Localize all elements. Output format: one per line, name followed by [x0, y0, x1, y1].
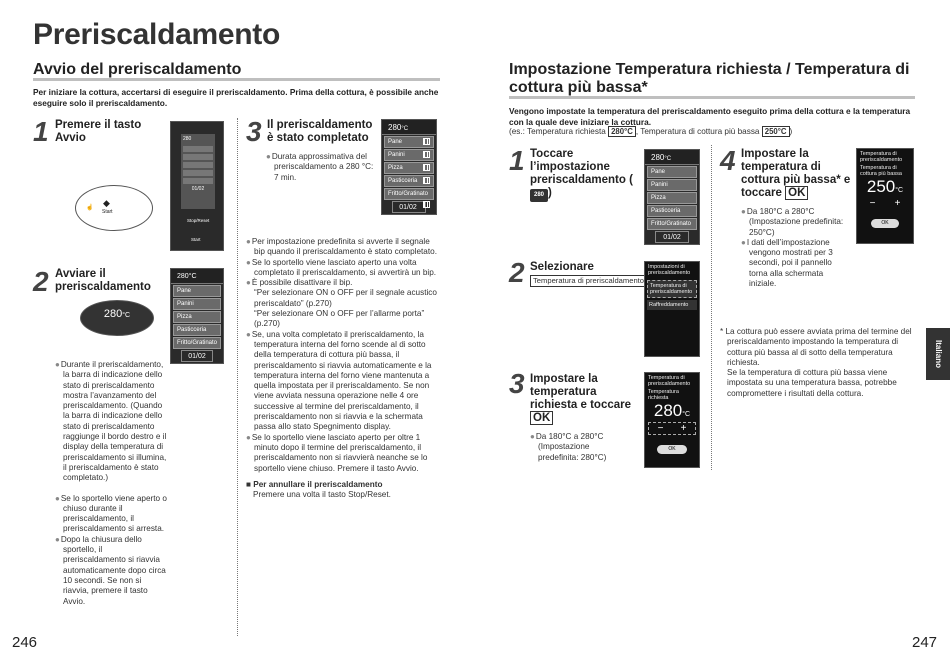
screen-temp [645, 150, 699, 165]
menu-row: Pizza [173, 311, 221, 323]
minus-icon: − [869, 198, 876, 209]
step2-title: Avviare il preriscaldamento [55, 268, 151, 293]
oven-screen-r4 [856, 148, 914, 244]
note: ● Se lo sportello viene aperto o chiuso durante il preriscaldamento, il preriscaldamento si arresta. [55, 494, 167, 535]
footnote: * La cottura può essere avviata prima del termine del preriscaldamento impostando la temperatura di cottura più bassa al di sotto della temperatura richiesta. Se la temperatura di cottura più bassa viene impostata su una temperatura bassa, potrebbe compromettere i risultati della cottura. [720, 327, 912, 398]
zoom-temp: 280 [103, 308, 123, 320]
step1-number: 1 [33, 116, 49, 147]
footnote-text: La cottura può essere avviata prima del termine del preriscaldamento impostando la temperatura di cottura più bassa al di sotto della temperatura richiesta. Se la temperatura di cottura più bassa viene impostata su una temperatura bassa, potrebbe compromettere i risultati della cottura. [725, 327, 912, 398]
r-step2-number: 2 [509, 257, 525, 288]
note: ● Per impostazione predefinita si avverte il segnale bip quando il preriscaldamento è stato completato. [246, 237, 440, 258]
right-intro: Vengono impostate la temperatura del preriscaldamento eseguito prima della cottura e la temperatura con la quale deve iniziare la cottura. [509, 106, 911, 127]
left-notes [246, 237, 440, 474]
plus-icon: + [680, 423, 687, 434]
mini-stop-label: Stop/Reset [187, 218, 210, 223]
example-mid: , Temperatura di cottura più bassa [635, 127, 760, 136]
screen-item: Raffreddamento [647, 300, 697, 310]
oven-screen-step2 [170, 268, 224, 364]
step3-number: 3 [246, 116, 262, 147]
menu-row: Pasticceria [173, 324, 221, 336]
page-title: Preriscaldamento [33, 18, 280, 51]
temp-unit: °C [682, 411, 691, 418]
note: ● Da 180°C a 280°C (Impostazione predefinita: 280°C) [530, 432, 630, 463]
mini-temp: 280 [183, 136, 192, 142]
r-step4-notes [741, 207, 851, 289]
menu-row [384, 188, 434, 200]
temp-display [857, 177, 913, 197]
row-label: Pizza [388, 165, 403, 171]
temp-display [645, 401, 699, 421]
temp-unit: °C [664, 156, 672, 162]
temp-value: 280 [651, 153, 665, 162]
step1-title: Premere il tasto Avvio [55, 119, 142, 144]
example-suffix: ) [789, 127, 793, 136]
temp-unit: °C [895, 187, 904, 194]
cancel-text: Premere una volta il tasto Stop/Reset. [253, 490, 391, 499]
grid-icon [423, 201, 430, 208]
temp-unit: °C [188, 273, 197, 280]
temp-value: 280 [388, 123, 402, 132]
screen-sub: Temperatura richiesta [648, 389, 679, 401]
screen-temp [382, 120, 436, 135]
r-step2-box: Temperatura di preriscaldamento [530, 275, 647, 287]
grid-icon [423, 177, 430, 184]
note: ● Se, una volta completato il preriscaldamento, la temperatura interna del forno scende al di sotto della temperatura di cottura più bassa, il preriscaldamento si riavvia automaticamente e la temperatura interna del forno viene mantenuta a quella impostata per il preriscaldamento. Se non viene avviata nessuna operazione nelle 4 ore successive al termine del preriscaldamento, il preriscaldamento non si riavvia e la schermata passa allo stato Spegnimento display. [246, 330, 440, 433]
start-icon: ◆ [103, 198, 110, 208]
r-step4-text: Impostare la temperatura di cottura più bassa* e toccare [741, 148, 851, 199]
right-heading-rule [509, 96, 915, 99]
r-step1-title: Toccare l’impostazione preriscaldamento (280 ) [530, 148, 638, 202]
pager: 01/02 [655, 231, 689, 243]
row-label: Pasticceria [388, 178, 418, 184]
r-step4-number: 4 [720, 145, 736, 176]
screen-item-selected: Temperatura di preriscaldamento [647, 280, 697, 298]
language-tab: Italiano [926, 328, 950, 380]
pager: 01/02 [392, 201, 426, 213]
mini-row [183, 146, 213, 152]
zoom-unit: °C [122, 312, 131, 319]
ok-label: OK [785, 186, 808, 200]
screen-temp [171, 269, 223, 284]
oven-screen-step3 [381, 119, 437, 215]
note: ● È possibile disattivare il bip. “Per selezionare ON o OFF per il segnale acustico preriscaldato” (p.270) “Per selezionare ON o OFF per l’allarme porta” (p.270) [246, 278, 440, 329]
note: ● Se lo sportello viene lasciato aperto una volta completato il preriscaldamento, si avvertirà un bip. [246, 258, 440, 279]
menu-row: Pane [647, 166, 697, 178]
row-label: Fritto/Gratinato [388, 191, 429, 197]
cancel-title: ■ Per annullare il preriscaldamento [246, 480, 383, 489]
left-heading-rule [33, 78, 440, 81]
row-label: Panini [388, 152, 405, 158]
menu-row: Pane [173, 285, 221, 297]
start-callout [75, 185, 153, 231]
note: ● Se lo sportello viene lasciato aperto per oltre 1 minuto dopo il termine del preriscaldamento, il preriscaldamento non si riavvierà neanche se lo sportello viene chiuso. Premere il tasto Avvio. [246, 433, 440, 474]
right-heading: Impostazione Temperatura richiesta / Temperatura di cottura più bassa* [509, 61, 910, 96]
right-example [509, 127, 929, 137]
example-value-1: 280°C [608, 126, 636, 137]
menu-row [384, 162, 434, 174]
page-number-left: 246 [12, 634, 38, 651]
temp-value: 280 [177, 273, 189, 280]
temp-value: 280 [653, 401, 683, 420]
start-callout-label: Start [102, 209, 113, 215]
grid-icon [423, 138, 430, 145]
grid-icon [423, 164, 430, 171]
mini-row [183, 170, 213, 176]
step3-note [266, 152, 376, 183]
ok-button[interactable]: OK [871, 219, 899, 228]
mini-row [183, 178, 213, 184]
cancel-title-text: Per annullare il preriscaldamento [253, 480, 383, 489]
screen-title: Temperatura di preriscaldamento [860, 151, 903, 163]
r-step1-text: Toccare l’impostazione preriscaldamento [530, 148, 626, 186]
menu-row: Fritto/Gratinato [647, 218, 697, 230]
left-heading: Avvio del preriscaldamento [33, 61, 242, 78]
oven-panel-step1 [170, 121, 224, 251]
mini-row [183, 154, 213, 160]
right-column-divider [711, 145, 712, 470]
r-step1-number: 1 [509, 145, 525, 176]
temp-chip: 280 [530, 189, 548, 202]
menu-row [384, 149, 434, 161]
note: ● Da 180°C a 280°C (Impostazione predefinita: 250°C) [741, 207, 851, 238]
screen-sub: Temperatura di cottura più bassa [860, 165, 902, 177]
step2-number: 2 [33, 266, 49, 297]
minus-icon: − [657, 423, 664, 434]
menu-row [384, 136, 434, 148]
hand-icon: ☝ [86, 205, 94, 211]
temp-zoom-callout [80, 300, 154, 336]
menu-row [384, 175, 434, 187]
grid-icon [423, 151, 430, 158]
screen-title: Impostazioni di preriscaldamento [648, 264, 691, 276]
oven-screen-r3 [644, 372, 700, 468]
stepper [648, 422, 696, 435]
r-step3-note [530, 432, 630, 463]
menu-row: Panini [173, 298, 221, 310]
menu-row: Pizza [647, 192, 697, 204]
example-prefix: (es.: Temperatura richiesta [509, 127, 606, 136]
mini-row [183, 162, 213, 168]
mini-screen [181, 134, 215, 209]
oven-screen-r2 [644, 261, 700, 357]
step3-title: Il preriscaldamento è stato completato [267, 119, 373, 144]
column-divider [237, 118, 238, 636]
menu-row: Panini [647, 179, 697, 191]
note: ● I dati dell’impostazione vengono mostrati per 3 secondi, poi il pannello torna alla schermata iniziale. [741, 238, 851, 289]
ok-label: OK [530, 411, 553, 425]
row-label: Pane [388, 139, 403, 145]
pager: 01/02 [181, 350, 213, 362]
r-step3-title [530, 373, 638, 425]
temp-unit: °C [401, 126, 409, 132]
menu-row: Fritto/Gratinato [173, 337, 221, 349]
step2-notes [55, 360, 167, 607]
plus-icon: + [894, 198, 901, 209]
note: ● Dopo la chiusura dello sportello, il preriscaldamento si riavvia automaticamente dopo circa 10 secondi. Se non si riavvia, premere il tasto Avvio. [55, 535, 167, 607]
oven-screen-r1 [644, 149, 700, 245]
ok-button[interactable]: OK [657, 445, 687, 454]
menu-row: Pasticceria [647, 205, 697, 217]
page-number-right: 247 [912, 634, 938, 651]
r-step2-title: Selezionare [530, 261, 594, 273]
temp-value: 250 [866, 177, 896, 196]
stepper [860, 198, 910, 209]
r-step4-title [741, 148, 851, 200]
mini-start-label: Start [191, 237, 201, 242]
left-intro: Per iniziare la cottura, accertarsi di eseguire il preriscaldamento. Prima della cottura, è possibile anche eseguire solo il preriscaldamento. [33, 87, 439, 108]
note: ● Durante il preriscaldamento, la barra di indicazione dello stato di preriscaldamento mostra l’avanzamento del preriscaldamento. (Quando la barra di indicazione dello stato di preriscaldamento raggiunge il bordo destro e il display della temperatura di preriscaldamento si illumina, il preriscaldamento è stato completato.) [55, 360, 167, 484]
screen-title: Temperatura di preriscaldamento [648, 375, 691, 387]
example-value-2: 250°C [762, 126, 790, 137]
mini-pager: 01/02 [191, 186, 205, 192]
r-step3-text: Impostare la temperatura richiesta e toccare [530, 373, 632, 411]
r-step3-number: 3 [509, 368, 525, 399]
note: ● Durata approssimativa del preriscaldamento a 280 °C: 7 min. [266, 152, 376, 183]
